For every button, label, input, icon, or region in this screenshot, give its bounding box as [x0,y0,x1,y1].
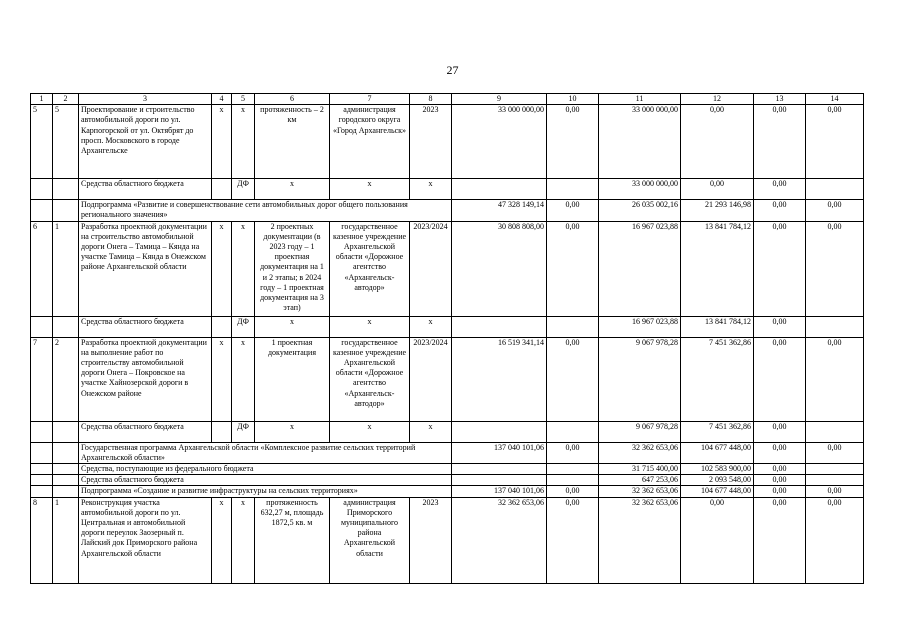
amount: 0,00 [754,442,806,463]
col-number: 5 [232,94,255,105]
amount: 13 841 784,12 [681,221,754,316]
table-row [31,486,864,497]
amount: 32 362 653,06 [599,442,681,463]
amount: 26 035 002,16 [599,200,681,221]
total-amount: 137 040 101,06 [452,486,547,497]
table-row [31,497,864,583]
customer: администрация городского округа «Город Архангельск» [330,105,410,179]
amount: 104 677 448,00 [681,442,754,463]
amount: 21 293 146,98 [681,200,754,221]
funding-source: Средства областного бюджета [79,475,452,486]
col-number: 2 [53,94,79,105]
funding-source: Средства областного бюджета [79,316,212,337]
capacity: протяженность 632,27 м, площадь 1872,5 кв. м [255,497,330,583]
object-name: Реконструкция участка автомобильной дороги по ул. Центральная и автомобильной дороги переулок Заозерный п. Лайский док Приморского района Архангельской области [79,497,212,583]
years: 2023/2024 [410,337,452,421]
cell-x: х [255,421,330,442]
total-amount: 137 040 101,06 [452,442,547,463]
amount: 32 362 653,06 [599,497,681,583]
capacity: 2 проектных документации (в 2023 году – 1 проектная документация на 1 и 2 этапы; в 2024 году – 1 проектная документация на 3 этап) [255,221,330,316]
cell-x: х [232,221,255,316]
amount: 0,00 [681,105,754,179]
amount: 0,00 [806,105,864,179]
col-number: 1 [31,94,53,105]
subprogram-title: Подпрограмма «Развитие и совершенствование сети автомобильных дорог общего пользования регионального значения» [79,200,452,221]
amount: 0,00 [754,486,806,497]
cell-x: х [255,179,330,200]
amount: 0,00 [754,421,806,442]
cell-x: х [330,179,410,200]
row-number: 8 [31,497,53,583]
amount: 0,00 [754,464,806,475]
amount: 0,00 [806,200,864,221]
col-number: 10 [547,94,599,105]
page-number: 27 [446,63,459,77]
funding-code: ДФ [232,316,255,337]
amount: 0,00 [754,221,806,316]
program-title: Государственная программа Архангельской области «Комплексное развитие сельских территорий Архангельской области» [79,442,452,463]
amount: 0,00 [754,200,806,221]
cell-x: х [212,497,232,583]
total-amount: 16 519 341,14 [452,337,547,421]
amount: 0,00 [547,337,599,421]
amount: 33 000 000,00 [599,105,681,179]
subprogram-title: Подпрограмма «Создание и развитие инфраструктуры на сельских территориях» [79,486,452,497]
amount: 0,00 [681,179,754,200]
years: 2023/2024 [410,221,452,316]
amount: 0,00 [547,221,599,316]
object-name: Разработка проектной документации на выполнение работ по строительству автомобильной дороги Онега – Покровское на участке Хайнозерской дороги в Онежском районе [79,337,212,421]
amount: 7 451 362,86 [681,421,754,442]
table-row [31,179,864,200]
amount: 647 253,06 [599,475,681,486]
amount: 102 583 900,00 [681,464,754,475]
funding-source: Средства областного бюджета [79,421,212,442]
amount: 13 841 784,12 [681,316,754,337]
amount: 0,00 [806,497,864,583]
cell-x: х [330,421,410,442]
amount: 0,00 [754,475,806,486]
capacity: протяженность – 2 км [255,105,330,179]
amount: 7 451 362,86 [681,337,754,421]
cell-x: х [255,316,330,337]
investment-table [30,93,864,584]
amount: 0,00 [547,442,599,463]
col-number: 6 [255,94,330,105]
sub-number: 1 [53,497,79,583]
total-amount: 30 808 808,00 [452,221,547,316]
amount: 33 000 000,00 [599,179,681,200]
col-number: 3 [79,94,212,105]
amount: 9 067 978,28 [599,421,681,442]
customer: администрация Приморского муниципального района Архангельской области [330,497,410,583]
total-amount: 32 362 653,06 [452,497,547,583]
row-number: 5 [31,105,53,179]
table-row [31,475,864,486]
amount: 104 677 448,00 [681,486,754,497]
table-row [31,337,864,421]
amount: 32 362 653,06 [599,486,681,497]
sub-number: 1 [53,221,79,316]
amount: 0,00 [754,337,806,421]
cell-x: х [212,105,232,179]
amount: 0,00 [754,105,806,179]
sub-number: 5 [53,105,79,179]
table-row [31,316,864,337]
total-amount: 33 000 000,00 [452,105,547,179]
col-number: 12 [681,94,754,105]
amount: 0,00 [547,486,599,497]
amount: 9 067 978,28 [599,337,681,421]
col-number: 9 [452,94,547,105]
col-number: 13 [754,94,806,105]
funding-code: ДФ [232,179,255,200]
col-number: 4 [212,94,232,105]
object-name: Разработка проектной документации на строительство автомобильной дороги Онега – Тамица – Кянда на участке Тамица – Кянда в Онежском районе Архангельской области [79,221,212,316]
total-amount: 47 328 149,14 [452,200,547,221]
col-number: 14 [806,94,864,105]
funding-source: Средства, поступающие из федерального бюджета [79,464,452,475]
cell-x: х [410,316,452,337]
table-row [31,442,864,463]
amount: 0,00 [547,105,599,179]
sub-number: 2 [53,337,79,421]
amount: 16 967 023,88 [599,316,681,337]
row-number: 6 [31,221,53,316]
amount: 0,00 [547,200,599,221]
amount: 16 967 023,88 [599,221,681,316]
table-row [31,464,864,475]
col-number: 11 [599,94,681,105]
table-row [31,105,864,179]
amount: 0,00 [547,497,599,583]
funding-code: ДФ [232,421,255,442]
cell-x: х [410,421,452,442]
amount: 2 093 548,00 [681,475,754,486]
cell-x: х [212,337,232,421]
amount: 0,00 [754,316,806,337]
cell-x: х [330,316,410,337]
cell-x: х [232,105,255,179]
amount: 0,00 [754,497,806,583]
cell-x: х [232,497,255,583]
table-row [31,200,864,221]
table-row [31,421,864,442]
customer: государственное казенное учреждение Архангельской области «Дорожное агентство «Архангельск-автодор» [330,337,410,421]
column-number-row [31,94,864,105]
object-name: Проектирование и строительство автомобильной дороги по ул. Карпогорской от ул. Октябрят до просп. Московского в городе Архангельске [79,105,212,179]
col-number: 8 [410,94,452,105]
customer: государственное казенное учреждение Архангельской области «Дорожное агентство «Архангельск-автодор» [330,221,410,316]
amount: 0,00 [806,337,864,421]
cell-x: х [410,179,452,200]
row-number: 7 [31,337,53,421]
amount: 0,00 [754,179,806,200]
amount: 31 715 400,00 [599,464,681,475]
years: 2023 [410,497,452,583]
col-number: 7 [330,94,410,105]
amount: 0,00 [806,442,864,463]
amount: 0,00 [806,221,864,316]
funding-source: Средства областного бюджета [79,179,212,200]
cell-x: х [212,221,232,316]
amount: 0,00 [681,497,754,583]
table-row [31,221,864,316]
cell-x: х [232,337,255,421]
years: 2023 [410,105,452,179]
capacity: 1 проектная документация [255,337,330,421]
amount: 0,00 [806,486,864,497]
